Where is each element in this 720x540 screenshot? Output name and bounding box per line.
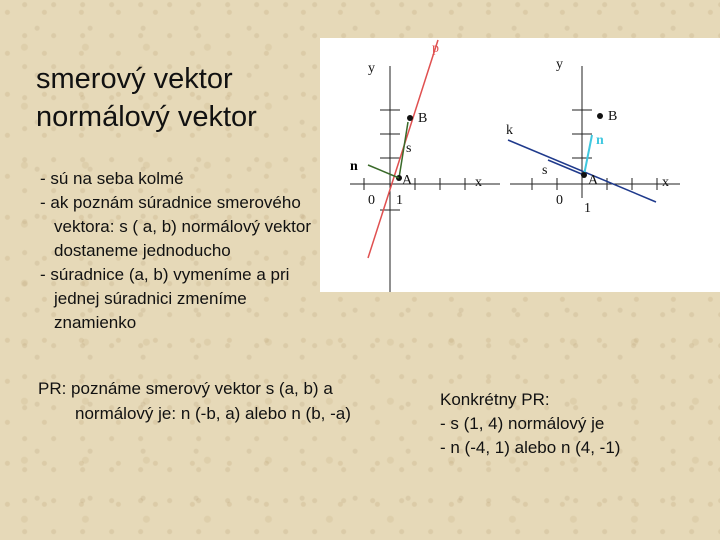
bullet-3-line-1: - súradnice (a, b) vymeníme a pri bbox=[40, 265, 290, 284]
point-b-left bbox=[407, 115, 413, 121]
point-b-right bbox=[597, 113, 603, 119]
title-line-1: smerový vektor bbox=[36, 63, 233, 95]
bullet-1: - sú na seba kolmé bbox=[40, 169, 184, 188]
example-concrete-line-1: Konkrétny PR: bbox=[440, 390, 550, 409]
right-zero-label: 0 bbox=[556, 193, 563, 208]
left-zero-label: 0 bbox=[368, 193, 375, 208]
left-s-label: s bbox=[406, 141, 412, 156]
example-general-line-1: PR: poznáme smerový vektor s (a, b) a bbox=[38, 379, 333, 398]
right-a-label: A bbox=[588, 173, 599, 188]
vector-diagram bbox=[320, 38, 720, 292]
right-n-label: n bbox=[596, 133, 604, 148]
example-concrete-line-2: - s (1, 4) normálový je bbox=[440, 414, 605, 433]
left-n-label: n bbox=[350, 159, 358, 174]
left-one-label: 1 bbox=[396, 193, 403, 208]
bullet-2-line-3: dostaneme jednoducho bbox=[54, 241, 231, 260]
vector-n-right bbox=[584, 135, 592, 175]
right-x-label: x bbox=[662, 175, 669, 190]
left-b-label: B bbox=[418, 111, 428, 126]
example-general bbox=[38, 376, 418, 426]
title-line-2: normálový vektor bbox=[36, 101, 257, 133]
bullet-2-line-2: vektora: s ( a, b) normálový vektor bbox=[54, 217, 311, 236]
example-general-line-2: normálový je: n (-b, a) alebo n (b, -a) bbox=[75, 404, 351, 423]
right-b-label: B bbox=[608, 109, 618, 124]
example-concrete-line-3: - n (-4, 1) alebo n (4, -1) bbox=[440, 438, 621, 457]
line-p-label: p bbox=[432, 41, 439, 56]
example-concrete bbox=[440, 388, 700, 460]
left-a-label: A bbox=[402, 173, 413, 188]
right-y-label: y bbox=[556, 57, 563, 72]
bullet-3-line-2: jednej súradnici zmeníme bbox=[54, 289, 247, 308]
left-y-label: y bbox=[368, 61, 375, 76]
right-one-label: 1 bbox=[584, 201, 591, 216]
left-x-label: x bbox=[475, 175, 482, 190]
diagram-svg bbox=[320, 38, 720, 292]
vector-s-right bbox=[548, 160, 584, 175]
line-k-label: k bbox=[506, 123, 513, 138]
bullet-3-line-3: znamienko bbox=[54, 313, 137, 332]
right-s-label: s bbox=[542, 163, 548, 178]
bullet-2-line-1: - ak poznám súradnice smerového bbox=[40, 193, 301, 212]
point-a-right bbox=[581, 172, 587, 178]
vector-n-left bbox=[368, 165, 399, 178]
